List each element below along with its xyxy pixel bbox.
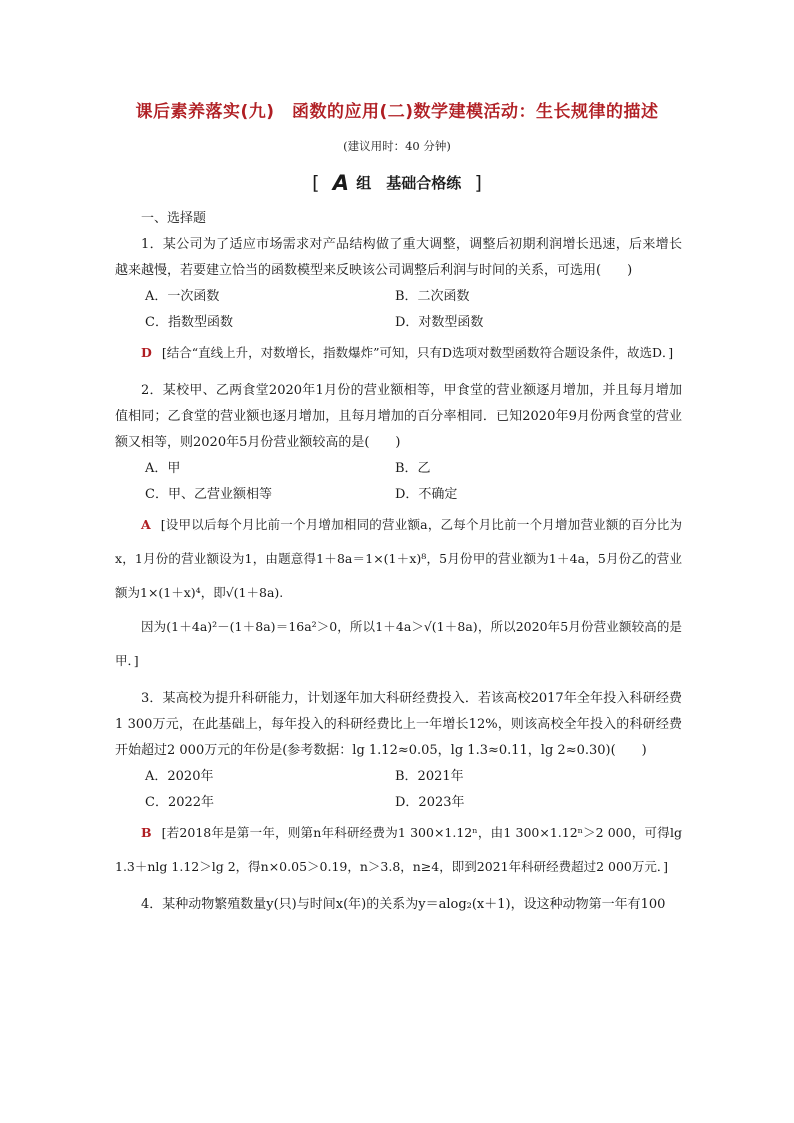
question-1: 1．某公司为了适应市场需求对产品结构做了重大调整，调整后初期利润增长迅速，后来增长越来越慢，若要建立恰当的函数模型来反映该公司调整后利润与时间的关系，可选用( ) bbox=[115, 237, 682, 278]
question-3: 3．某高校为提升科研能力，计划逐年加大科研经费投入．若该高校2017年全年投入科研经费1 300万元，在此基础上，每年投入的科研经费比上一年增长12%，则该高校全年投入的科研经费开始超过2 000万元的年份是(参考数据：lg 1.12≈0.05，lg 1.3≈0.11，lg 2≈0.30)( ) bbox=[115, 691, 682, 758]
q3-options-row-2 bbox=[115, 790, 682, 816]
q3-option-c: C．2022年 bbox=[145, 795, 215, 810]
q3-answer-text: [若2018年是第一年，则第n年科研经费为1 300×1.12ⁿ，由1 300×1.12ⁿ＞2 000，可得lg 1.3＋nlg 1.12＞lg 2，得n×0.05＞0.19，n＞3.8，n≥4，即到2021年科研经费超过2 000万元．] bbox=[115, 825, 682, 874]
q2-option-c: C．甲、乙营业额相等 bbox=[145, 487, 272, 502]
q3-option-d: D．2023年 bbox=[395, 795, 465, 810]
q3-answer-letter: B bbox=[141, 825, 152, 840]
q3-option-a: A．2020年 bbox=[145, 769, 214, 784]
question-4: 4．某种动物繁殖数量y(只)与时间x(年)的关系为y＝alog₂(x＋1)，设这种动物第一年有100 bbox=[141, 897, 666, 912]
q2-answer bbox=[115, 508, 682, 610]
group-name: 组 基础合格练 bbox=[356, 174, 462, 192]
q1-answer-text: [结合“直线上升，对数增长，指数爆炸”可知，只有D选项对数型函数符合题设条件，故选D．] bbox=[161, 345, 674, 360]
time-note: (建议用时：40 分钟) bbox=[343, 139, 451, 153]
q2-option-a: A．甲 bbox=[145, 461, 181, 476]
q1-option-b: B．二次函数 bbox=[395, 289, 470, 304]
group-heading bbox=[0, 171, 794, 195]
q2-options-row-2 bbox=[115, 482, 682, 508]
q1-answer-letter: D bbox=[141, 345, 152, 360]
q2-answer-letter: A bbox=[141, 517, 151, 532]
content bbox=[115, 206, 682, 918]
q3-answer bbox=[115, 816, 682, 884]
q3-options-row-1 bbox=[115, 764, 682, 790]
q2-answer-text: [设甲以后每个月比前一个月增加相同的营业额a，乙每个月比前一个月增加营业额的百分比为x，1月份的营业额设为1，由题意得1＋8a＝1×(1＋x)⁸，5月份甲的营业额为1＋4a，5月份乙的营业额为1×(1＋x)⁴，即√(1＋8a). bbox=[115, 517, 682, 600]
q1-answer bbox=[115, 336, 682, 370]
q1-option-d: D．对数型函数 bbox=[395, 315, 484, 330]
section-heading: 一、选择题 bbox=[141, 211, 207, 226]
group-letter: A bbox=[332, 171, 349, 195]
bracket-close: ] bbox=[474, 172, 482, 194]
q1-option-c: C．指数型函数 bbox=[145, 315, 233, 330]
q2-answer-continued: 因为(1＋4a)²－(1＋8a)＝16a²＞0，所以1＋4a＞√(1＋8a)，所以2020年5月份营业额较高的是甲．] bbox=[115, 619, 682, 668]
q2-option-b: B．乙 bbox=[395, 461, 431, 476]
q1-options-row-2 bbox=[115, 310, 682, 336]
q1-option-a: A．一次函数 bbox=[145, 289, 220, 304]
page-title: 课后素养落实(九) 函数的应用(二)数学建模活动：生长规律的描述 bbox=[135, 102, 659, 122]
bracket-open: [ bbox=[312, 172, 320, 194]
q2-option-d: D．不确定 bbox=[395, 487, 458, 502]
q3-option-b: B．2021年 bbox=[395, 769, 464, 784]
question-2: 2．某校甲、乙两食堂2020年1月份的营业额相等，甲食堂的营业额逐月增加，并且每月增加值相同；乙食堂的营业额也逐月增加，且每月增加的百分率相同．已知2020年9月份两食堂的营业额又相等，则2020年5月份营业额较高的是( ) bbox=[115, 383, 682, 450]
q2-options-row-1 bbox=[115, 456, 682, 482]
q1-options-row-1 bbox=[115, 284, 682, 310]
